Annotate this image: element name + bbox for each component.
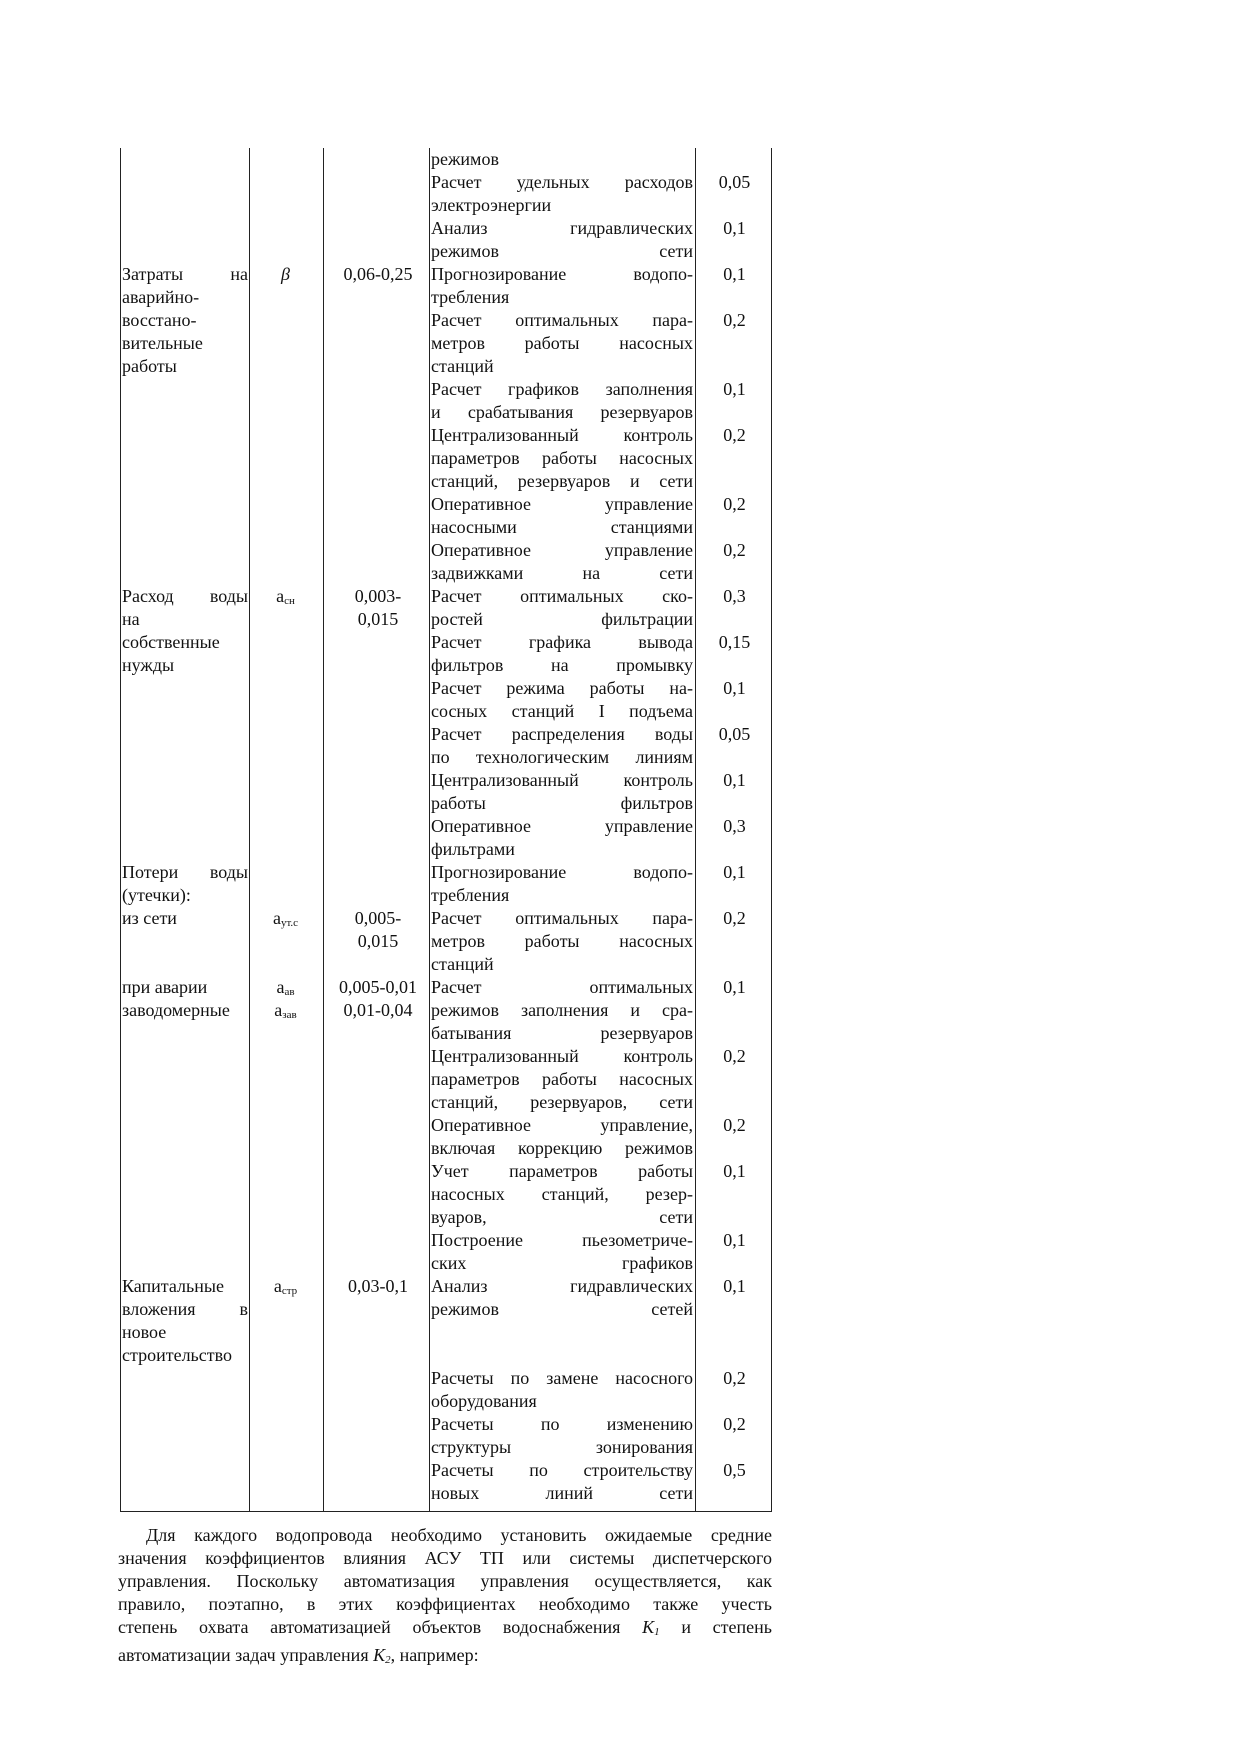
task-cell: Расчет графика вывода фильтров на промывку: [431, 632, 693, 675]
task-cell: Расчеты по изменению структуры зонирования: [431, 1414, 693, 1457]
coefficient-cell: 0,1: [723, 862, 746, 882]
task-cell: Расчет оптимальных ско- ростей фильтрации: [431, 586, 693, 629]
coefficient-cell: 0,1: [723, 264, 746, 284]
group-name-metering: заводомерные: [122, 1000, 230, 1020]
task-cell: Оперативное управление насосными станциями: [431, 494, 693, 537]
group-range: 0,005-0,01: [339, 977, 417, 997]
group-name-network: из сети: [122, 908, 177, 928]
paragraph-line-5: степень охвата автоматизацией объектов водоснабжения $K_1$ и степень: [118, 1617, 772, 1638]
coefficient-cell: 0,1: [723, 1276, 746, 1296]
coefficient-cell: 0,2: [723, 494, 746, 514]
task-cell: Прогнозирование водопо- требления: [431, 264, 693, 307]
table-col-divider: [249, 148, 250, 1512]
task-cell: Построение пьезометриче- ских графиков: [431, 1230, 693, 1273]
coefficient-cell: 0,1: [723, 977, 746, 997]
group-name-accident: при аварии: [122, 977, 208, 997]
body-paragraph: Для каждого водопровода необходимо установить ожидаемые средние значения коэффициентов влияния АСУ ТП или системы диспетчерского управления. Поскольку автоматизация управления осуществляется, как правило, поэтапно, в этих коэффициентах необходимо также учесть степень охвата автоматизацией объектов водоснабжения $K_1$ и степень автоматизации задач управления $K_2$, например:: [118, 1524, 772, 1672]
group-name-capital: Капитальные вложения в новое строительство: [122, 1276, 248, 1365]
group-symbol: $а_{ут.с}$: [272, 908, 299, 929]
group-symbol: $а_{стр}$: [273, 1276, 298, 1297]
group-range: 0,01-0,04: [343, 1000, 413, 1020]
task-cell: Расчеты по замене насосного оборудования: [431, 1368, 693, 1411]
task-cell: Централизованный контроль параметров работы насосных станций, резервуаров, сети: [431, 1046, 693, 1112]
task-cell: Расчет распределения воды по технологическим линиям: [431, 724, 693, 767]
group-symbol-beta: β: [281, 264, 290, 284]
task-cell: Оперативное управление задвижками на сети: [431, 540, 693, 583]
coefficient-cell: 0,05: [718, 172, 751, 192]
table-col-divider: [323, 148, 324, 1512]
coefficient-cell: 0,1: [723, 379, 746, 399]
task-cell: Централизованный контроль работы фильтров: [431, 770, 693, 813]
task-cell: Расчет оптимальных пара- метров работы насосных станций: [431, 310, 693, 376]
task-cell: Расчет оптимальных пара- метров работы насосных станций: [431, 908, 693, 974]
coefficient-cell: 0,3: [723, 586, 746, 606]
group-range: 0,005- 0,015: [354, 908, 402, 951]
table-border-left: [120, 148, 121, 1512]
task-cell: Расчет удельных расходов электроэнергии: [431, 172, 693, 215]
task-cell: Анализ гидравлических режимов сетей: [431, 1276, 693, 1319]
group-range: 0,03-0,1: [348, 1276, 408, 1296]
coefficient-cell: 0,1: [723, 770, 746, 790]
coefficient-cell: 0,1: [723, 1161, 746, 1181]
coefficient-cell: 0,05: [718, 724, 751, 744]
coefficient-cell: 0,1: [723, 218, 746, 238]
group-name-emergency: Затраты на аварийно- восстано- вительные работы: [122, 264, 248, 376]
coefficient-cell: 0,2: [723, 310, 746, 330]
group-symbol: $а_{сн}$: [276, 586, 295, 607]
task-cell: Оперативное управление, включая коррекцию режимов: [431, 1115, 693, 1158]
group-range: 0,06-0,25: [343, 264, 413, 284]
table-col-divider: [429, 148, 430, 1512]
group-name-losses: Потери воды (утечки):: [122, 862, 248, 905]
task-cell: Расчет оптимальных режимов заполнения и сра- батывания резервуаров: [431, 977, 693, 1043]
group-symbol: $а_{зав}$: [274, 1000, 297, 1021]
coefficient-cell: 0,2: [723, 1046, 746, 1066]
task-cell: Прогнозирование водопо- требления: [431, 862, 693, 905]
coefficient-cell: 0,2: [723, 540, 746, 560]
group-name-own-needs: Расход воды на собственные нужды: [122, 586, 248, 675]
task-cell: Расчеты по строительству новых линий сети: [431, 1460, 693, 1503]
coefficient-cell: 0,15: [718, 632, 751, 652]
task-cell: Расчет режима работы на- сосных станций I подъема: [431, 678, 693, 721]
group-range: 0,003- 0,015: [354, 586, 402, 629]
task-cell: Централизованный контроль параметров работы насосных станций, резервуаров и сети: [431, 425, 693, 491]
task-cell: режимов: [431, 149, 499, 169]
task-cell: Учет параметров работы насосных станций, резер- вуаров, сети: [431, 1161, 693, 1227]
coefficient-cell: 0,1: [723, 1230, 746, 1250]
group-symbol: $а_{ав}$: [276, 977, 295, 998]
coefficients-table: [120, 148, 772, 1512]
table-col-divider: [695, 148, 696, 1512]
coefficient-cell: 0,3: [723, 816, 746, 836]
table-border-bottom: [120, 1511, 772, 1512]
coefficient-cell: 0,2: [723, 425, 746, 445]
coefficient-cell: 0,2: [723, 1414, 746, 1434]
coefficient-cell: 0,2: [723, 1368, 746, 1388]
task-cell: Анализ гидравлических режимов сети: [431, 218, 693, 261]
coefficient-cell: 0,1: [723, 678, 746, 698]
task-cell: Расчет графиков заполнения и срабатывания резервуаров: [431, 379, 693, 422]
coefficient-cell: 0,2: [723, 908, 746, 928]
paragraph-line-6: автоматизации задач управления $K_2$, например:: [118, 1645, 479, 1666]
coefficient-cell: 0,5: [723, 1460, 746, 1480]
task-cell: Оперативное управление фильтрами: [431, 816, 693, 859]
coefficient-cell: 0,2: [723, 1115, 746, 1135]
